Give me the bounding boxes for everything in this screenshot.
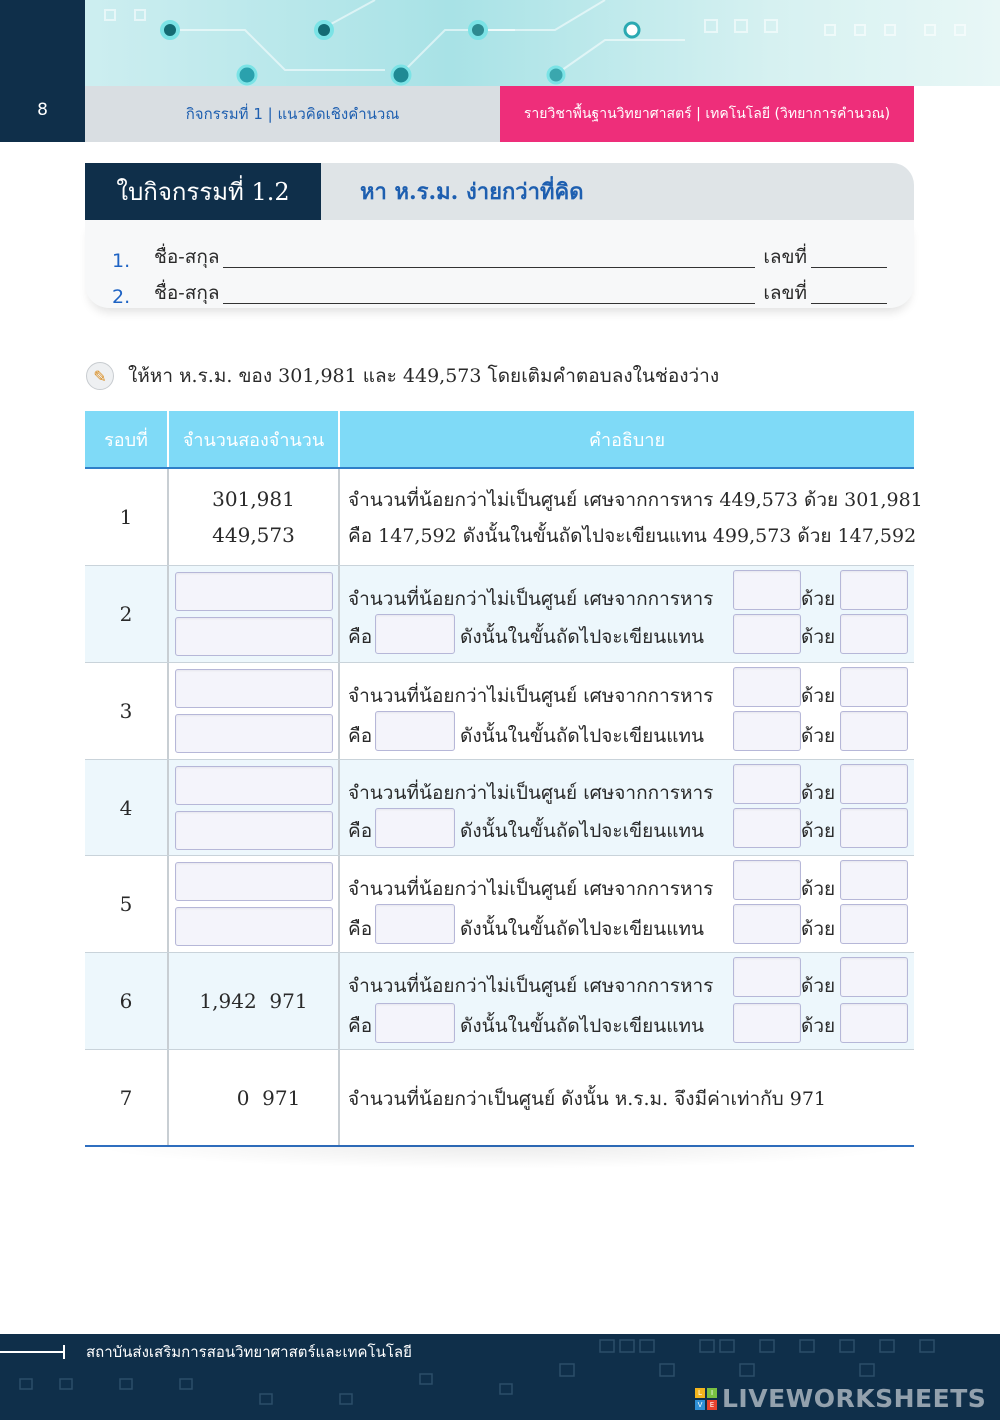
table-row xyxy=(85,953,914,1050)
is-label: คือ xyxy=(348,820,373,842)
table-row xyxy=(85,663,914,760)
explanation-line-2: ดังนั้นในขั้นถัดไปจะเขียนแทน xyxy=(460,918,704,940)
student-name-line-2 xyxy=(112,278,887,308)
is-label: คือ xyxy=(348,1015,373,1037)
by-label: ด้วย xyxy=(801,975,836,997)
header-numbers: จำนวนสองจำนวน xyxy=(169,411,340,467)
number-b-input[interactable] xyxy=(175,714,333,753)
explanation xyxy=(340,856,914,952)
replace-input[interactable] xyxy=(733,904,801,944)
instruction xyxy=(86,358,719,394)
round-number: 7 xyxy=(85,1050,169,1145)
explanation xyxy=(340,469,923,565)
by-label: ด้วย xyxy=(801,685,836,707)
table-row xyxy=(85,856,914,953)
page-number-block xyxy=(0,0,85,142)
worksheet-number: ใบกิจกรรมที่ 1.2 xyxy=(85,163,321,220)
header-banner xyxy=(85,0,1000,86)
number-b-input[interactable] xyxy=(175,811,333,850)
number-pair xyxy=(169,1050,340,1145)
explanation-line-1: จำนวนที่น้อยกว่าไม่เป็นศูนย์ เศษจากการหาร xyxy=(348,878,714,900)
remainder-input[interactable] xyxy=(375,1003,455,1043)
remainder-input[interactable] xyxy=(375,711,455,751)
pencil-icon: ✎ xyxy=(86,362,114,390)
number-a-input[interactable] xyxy=(175,572,333,611)
student-name-line-1 xyxy=(112,242,887,272)
number-a: 301,981 xyxy=(212,487,295,511)
replacement-input[interactable] xyxy=(840,614,908,654)
number-pair-value: 1,942 971 xyxy=(199,989,308,1013)
replace-input[interactable] xyxy=(733,1003,801,1043)
student-number: 2. xyxy=(112,286,131,308)
name-label: ชื่อ-สกุล xyxy=(154,246,220,268)
number-pair xyxy=(169,663,340,759)
conclusion-text: จำนวนที่น้อยกว่าเป็นศูนย์ ดังนั้น ห.ร.ม. จึงมีค่าเท่ากับ 971 xyxy=(348,1088,827,1110)
replace-input[interactable] xyxy=(733,711,801,751)
number-pair xyxy=(169,469,340,565)
explanation-line-1: จำนวนที่น้อยกว่าไม่เป็นศูนย์ เศษจากการหาร xyxy=(348,975,714,997)
is-label: คือ xyxy=(348,725,373,747)
divisor-input[interactable] xyxy=(840,764,908,804)
table-row xyxy=(85,1050,914,1145)
divisor-input[interactable] xyxy=(840,860,908,900)
table-shadow xyxy=(85,1145,914,1169)
header-round: รอบที่ xyxy=(85,411,169,467)
explanation xyxy=(340,566,914,662)
logo-mark-icon: L I V E xyxy=(694,1387,718,1411)
explanation-line-2: ดังนั้นในขั้นถัดไปจะเขียนแทน xyxy=(460,626,704,648)
remainder-input[interactable] xyxy=(375,614,455,654)
by-label: ด้วย xyxy=(801,918,836,940)
student-number: 1. xyxy=(112,250,131,272)
divisor-input[interactable] xyxy=(840,570,908,610)
by-label: ด้วย xyxy=(801,820,836,842)
explanation xyxy=(340,953,914,1049)
number-b-input[interactable] xyxy=(175,907,333,946)
round-number: 2 xyxy=(85,566,169,662)
liveworksheets-logo xyxy=(694,1384,986,1413)
circuit-pattern xyxy=(85,0,1000,86)
table-row xyxy=(85,566,914,663)
by-label: ด้วย xyxy=(801,878,836,900)
by-label: ด้วย xyxy=(801,626,836,648)
id-label: เลขที่ xyxy=(763,282,807,304)
explanation xyxy=(340,760,914,855)
remainder-input[interactable] xyxy=(375,904,455,944)
dividend-input[interactable] xyxy=(733,570,801,610)
explanation-line-2: ดังนั้นในขั้นถัดไปจะเขียนแทน xyxy=(460,725,704,747)
gcd-table xyxy=(85,411,923,1147)
name-label: ชื่อ-สกุล xyxy=(154,282,220,304)
activity-label: กิจกรรมที่ 1 | แนวคิดเชิงคำนวณ xyxy=(85,86,500,142)
table-header xyxy=(85,411,914,469)
explanation xyxy=(340,1050,914,1145)
number-pair xyxy=(169,760,340,855)
replacement-input[interactable] xyxy=(840,808,908,848)
is-label: คือ xyxy=(348,918,373,940)
table-row xyxy=(85,469,923,566)
id-label: เลขที่ xyxy=(763,246,807,268)
is-label: คือ xyxy=(348,626,373,648)
number-b-input[interactable] xyxy=(175,617,333,656)
divisor-input[interactable] xyxy=(840,667,908,707)
number-a-input[interactable] xyxy=(175,766,333,805)
footer-rule-tick xyxy=(63,1345,65,1359)
round-number: 4 xyxy=(85,760,169,855)
by-label: ด้วย xyxy=(801,782,836,804)
round-number: 3 xyxy=(85,663,169,759)
name-field[interactable] xyxy=(223,302,755,304)
number-a-input[interactable] xyxy=(175,862,333,901)
number-pair-value: 0 971 xyxy=(236,1085,301,1110)
explanation-line-2: ดังนั้นในขั้นถัดไปจะเขียนแทน xyxy=(460,1015,704,1037)
watermark-text: LIVEWORKSHEETS xyxy=(722,1384,987,1413)
explanation-line-1: จำนวนที่น้อยกว่าไม่เป็นศูนย์ เศษจากการหาร xyxy=(348,588,714,610)
header-explanation: คำอธิบาย xyxy=(588,429,666,451)
institute-name: สถาบันส่งเสริมการสอนวิทยาศาสตร์และเทคโนโลยี xyxy=(86,1343,412,1361)
replacement-input[interactable] xyxy=(840,1003,908,1043)
table-row xyxy=(85,760,914,856)
number-a-input[interactable] xyxy=(175,669,333,708)
explanation xyxy=(340,663,914,759)
explanation-line-1: จำนวนที่น้อยกว่าไม่เป็นศูนย์ เศษจากการหาร xyxy=(348,782,714,804)
explanation-line-1: จำนวนที่น้อยกว่าไม่เป็นศูนย์ เศษจากการหาร xyxy=(348,685,714,707)
number-pair xyxy=(169,566,340,662)
dividend-input[interactable] xyxy=(733,667,801,707)
id-field[interactable] xyxy=(811,266,887,268)
round-number: 1 xyxy=(85,469,169,565)
dividend-input[interactable] xyxy=(733,860,801,900)
id-field[interactable] xyxy=(811,302,887,304)
round-number: 5 xyxy=(85,856,169,952)
explanation-line-2: คือ 147,592 ดังนั้นในขั้นถัดไปจะเขียนแทน 499,573 ด้วย 147,592 xyxy=(348,525,917,547)
number-pair xyxy=(169,856,340,952)
replacement-input[interactable] xyxy=(840,904,908,944)
dividend-input[interactable] xyxy=(733,764,801,804)
by-label: ด้วย xyxy=(801,725,836,747)
by-label: ด้วย xyxy=(801,1015,836,1037)
explanation-line-1: จำนวนที่น้อยกว่าไม่เป็นศูนย์ เศษจากการหาร 449,573 ด้วย 301,981 xyxy=(348,489,923,511)
name-field[interactable] xyxy=(223,266,755,268)
divisor-input[interactable] xyxy=(840,957,908,997)
replace-input[interactable] xyxy=(733,614,801,654)
instruction-text: ให้หา ห.ร.ม. ของ 301,981 และ 449,573 โดยเติมคำตอบลงในช่องว่าง xyxy=(128,365,720,387)
footer-rule xyxy=(0,1351,64,1353)
round-number: 6 xyxy=(85,953,169,1049)
replacement-input[interactable] xyxy=(840,711,908,751)
dividend-input[interactable] xyxy=(733,957,801,997)
explanation-line-2: ดังนั้นในขั้นถัดไปจะเขียนแทน xyxy=(460,820,704,842)
worksheet-title: หา ห.ร.ม. ง่ายกว่าที่คิด xyxy=(360,179,584,205)
subject-label: รายวิชาพื้นฐานวิทยาศาสตร์ | เทคโนโลยี (วิทยาการคำนวณ) xyxy=(500,86,914,142)
page-number: 8 xyxy=(37,100,48,120)
number-b: 449,573 xyxy=(212,523,295,547)
number-pair xyxy=(169,953,340,1049)
replace-input[interactable] xyxy=(733,808,801,848)
by-label: ด้วย xyxy=(801,588,836,610)
remainder-input[interactable] xyxy=(375,808,455,848)
